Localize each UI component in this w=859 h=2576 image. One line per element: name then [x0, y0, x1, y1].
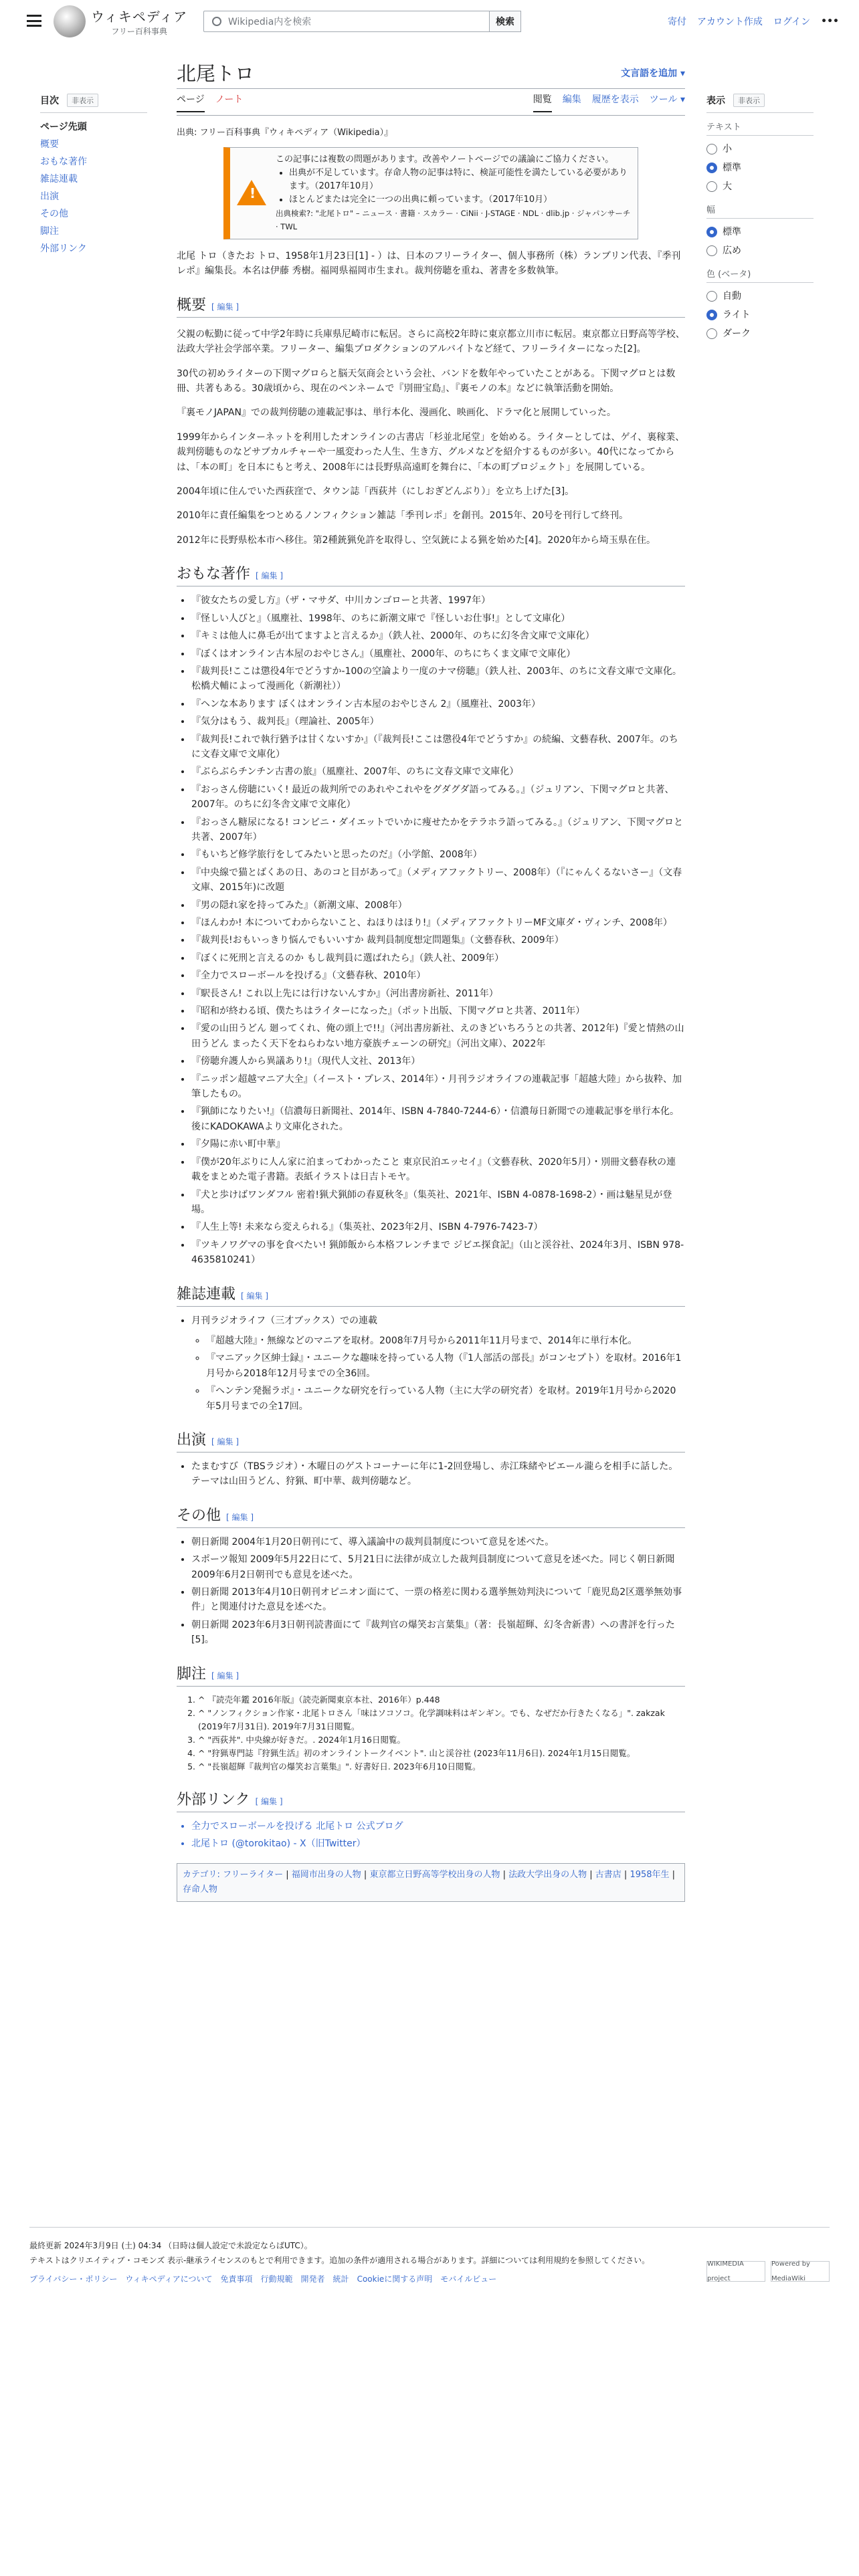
tab-history[interactable]: 履歴を表示: [591, 94, 639, 105]
text-size-label: テキスト: [706, 120, 814, 136]
list-item: • 『全力でスローボールを投げる』（文藝春秋、2010年）: [191, 968, 685, 983]
footer-link[interactable]: 統計: [332, 2274, 349, 2284]
footer-link[interactable]: Cookieに関する声明: [357, 2274, 433, 2284]
serial-list: [191, 1313, 685, 1414]
toc-item[interactable]: 脚注: [40, 226, 59, 237]
external-links-list: [191, 1819, 685, 1852]
color-light[interactable]: ライト: [706, 306, 814, 324]
edit-link[interactable]: [ 編集 ]: [211, 302, 240, 312]
color-dark[interactable]: ダーク: [706, 324, 814, 343]
list-item: • 『裁判長!これで執行猶予は甘くないすか』（『裁判長!ここは懲役4年でどうすか』の続編、文藝春秋、2007年。のちに文春文庫で文庫化）: [191, 732, 685, 762]
list-item: • 『裁判長!おもいっきり悩んでもいいすか 裁判員制度想定問題集』（文藝春秋、2009年）: [191, 933, 685, 948]
logo-title: ウィキペディア: [91, 9, 188, 25]
text-size-small[interactable]: 小: [706, 140, 814, 158]
width-standard[interactable]: 標準: [706, 223, 814, 241]
article-content: [177, 59, 685, 1902]
edit-link[interactable]: [ 編集 ]: [226, 1512, 254, 1522]
warning-icon: !: [237, 180, 266, 207]
toc-title: 目次: [40, 96, 59, 106]
notice-item: • ほとんどまたは完全に一つの出典に頼っています。（2017年10月）: [289, 193, 631, 207]
login-link[interactable]: ログイン: [773, 17, 811, 27]
list-item: ◦ 『超越大陸』・無線などのマニアを取材。2008年7月号から2011年11月号まで、2014年に単行本化。: [206, 1333, 685, 1348]
list-item: • 『ツキノワグマの事を食べたい! 猟師飯から本格フレンチまで ジビエ探食記』（山と渓谷社、2024年3月、ISBN 978-4635810241）: [191, 1238, 685, 1268]
tab-read[interactable]: 閲覧: [533, 92, 552, 112]
references-list: [198, 1693, 685, 1774]
text-size-large[interactable]: 大: [706, 177, 814, 196]
page-tabs: [177, 89, 685, 116]
list-item: • 『人生上等! 未来なら変えられる』（集英社、2023年2月、ISBN 4-7976-7423-7）: [191, 1220, 685, 1235]
section-heading-other: その他 [ 編集 ]: [177, 1504, 685, 1528]
edit-link[interactable]: [ 編集 ]: [211, 1671, 240, 1681]
section-heading-appear: 出演 [ 編集 ]: [177, 1428, 685, 1453]
site-footer: [29, 2227, 830, 2286]
category-label[interactable]: カテゴリ:: [183, 1870, 220, 1881]
category-link[interactable]: 存命人物: [183, 1885, 218, 1895]
list-item: • 『ヘンな本あります ぼくはオンライン古本屋のおやじさん 2』（風塵社、2003年）: [191, 697, 685, 712]
footer-link[interactable]: モバイルビュー: [440, 2274, 497, 2284]
add-languages-button[interactable]: 文言語を追加 ▾: [621, 68, 685, 79]
list-item: • 『おっさん糖尿になる! コンビニ・ダイエットでいかに痩せたかをテラホラ語ってみる。』（ジュリアン、下関マグロと共著、2007年）: [191, 815, 685, 845]
external-link[interactable]: • 全力でスローボールを投げる 北尾トロ 公式ブログ: [191, 1819, 685, 1834]
reference-item[interactable]: 5. ^ "長嶺超輝『裁判官の爆笑お言葉集』". 好書好日. 2023年6月10日閲覧。: [198, 1760, 685, 1774]
notice-item: • 出典が不足しています。存命人物の記事は特に、検証可能性を満たしている必要があります。（2017年10月）: [289, 167, 631, 193]
category-link[interactable]: 東京都立日野高等学校出身の人物: [369, 1870, 500, 1881]
toc-item[interactable]: 雑誌連載: [40, 174, 78, 185]
section-heading-notes: 脚注 [ 編集 ]: [177, 1662, 685, 1687]
edit-link[interactable]: [ 編集 ]: [241, 1291, 269, 1301]
lead-paragraph: 北尾 トロ（きたお トロ、1958年1月23日[1] - ）は、日本のフリーライター、個人事務所（株）ランブリン代表、『季刊レポ』編集長。本名は伊藤 秀樹。福岡県福岡市生まれ。裁判傍聴を重ね、著書を多数執筆。: [177, 251, 681, 277]
list-item: • 『裁判長!ここは懲役4年でどうすか-100の空論より一度のナマ傍聴』（鉄人社、2003年、のちに文春文庫で文庫化。松橋犬輔によって漫画化（新潮社））: [191, 664, 685, 694]
paragraph: 2004年頃に住んでいた西荻窪で、タウン誌「西荻丼（にしおぎどんぶり）」を立ち上げた[3]。: [177, 486, 575, 498]
list-item: • 『もいちど修学旅行をしてみたいと思ったのだ』（小学館、2008年）: [191, 847, 685, 862]
list-item: • 『怪しい人びと』（風塵社、1998年、のちに新潮文庫で『怪しいお仕事!』として文庫化）: [191, 611, 685, 626]
footer-link[interactable]: プライバシー・ポリシー: [29, 2274, 118, 2284]
list-item: • 『ニッポン超越マニア大全』（イースト・プレス、2014年）・月刊ラジオライフの連載記事「超越大陸」から抜粋、加筆したもの。: [191, 1072, 685, 1102]
edit-link[interactable]: [ 編集 ]: [255, 1796, 283, 1806]
list-item: • 『おっさん傍聴にいく! 最近の裁判所でのあれやこれやをグダグダ語ってみる。』（ジュリアン、下関マグロと共著、2007年。のちに幻冬舎文庫で文庫化）: [191, 782, 685, 813]
wikipedia-globe-icon: [54, 5, 86, 37]
paragraph: 2010年に責任編集をつとめるノンフィクション雑誌「季刊レポ」を創刊。2015年、20号を刊行して終刊。: [177, 510, 629, 522]
page-title-row: [177, 59, 685, 89]
license-text: テキストはクリエイティブ・コモンズ 表示-継承ライセンスのもとで利用できます。追加の条件が適用される場合があります。詳細については利用規約を参照してください。: [29, 2256, 650, 2265]
list-item: • スポーツ報知 2009年5月22日にて、5月21日に法律が成立した裁判員制度について意見を述べた。同じく朝日新聞 2009年6月2日朝刊でも意見を述べた。: [191, 1552, 685, 1582]
category-link[interactable]: 福岡市出身の人物: [291, 1870, 361, 1881]
reference-item[interactable]: 2. ^ "ノンフィクション作家・北尾トロさん「味はソコソコ。化学調味料はギンギン。でも、なぜだか行きたくなる」". zakzak (2019年7月31日). 2019年7月31日閲覧。: [198, 1707, 685, 1733]
list-item: • 『昭和が終わる頃、僕たちはライターになった』（ポット出版、下関マグロと共著、2011年）: [191, 1004, 685, 1018]
footer-link[interactable]: 免責事項: [220, 2274, 253, 2284]
tab-tools[interactable]: ツール ▾: [649, 94, 685, 105]
tab-talk[interactable]: ノート: [215, 94, 244, 105]
list-item: • 『駅長さん! これ以上先には行けないんすか』（河出書房新社、2011年）: [191, 986, 685, 1001]
list-item: • 『中央線で猫とばくあの日、あのコと目があって』（メディアファクトリー、2008年）（『にゃんくるないさー』（文春文庫、2015年)に改題: [191, 865, 685, 895]
table-of-contents: [40, 94, 147, 257]
site-logo[interactable]: [54, 5, 187, 37]
search-button[interactable]: 検索: [489, 11, 521, 32]
toc-item[interactable]: 出演: [40, 191, 59, 202]
color-auto[interactable]: 自動: [706, 287, 814, 306]
list-item: • 『愛の山田うどん 廻ってくれ、俺の頭上で!!』（河出書房新社、えのきどいちろうとの共著、2012年)『愛と情熱の山田うどん まったく天下をねらわない地方豪族チェーンの研究』（河出文庫）、2022年: [191, 1021, 685, 1051]
paragraph: 父親の転勤に従って中学2年時に兵庫県尼崎市に転居。さらに高校2年時に東京都立川市に転居。東京都立日野高等学校、法政大学社会学部卒業。フリーター、編集プロダクションのアルバイトなど経て、フリーライターになった[2]。: [177, 328, 685, 355]
appearance-hide-button[interactable]: 非表示: [733, 94, 765, 107]
tab-page[interactable]: ページ: [177, 92, 205, 112]
color-label: 色 (ベータ): [706, 267, 814, 283]
search-icon: [212, 17, 221, 26]
list-item: • 『男の隠れ家を持ってみた』（新潮文庫、2008年）: [191, 898, 685, 913]
reference-item[interactable]: 3. ^ "西荻丼". 中央線が好きだ。. 2024年1月16日閲覧。: [198, 1733, 685, 1747]
toc-item[interactable]: その他: [40, 209, 68, 219]
from-line: 出典: フリー百科事典『ウィキペディア（Wikipedia）』: [177, 128, 393, 138]
toc-item[interactable]: おもな著作: [40, 156, 87, 167]
works-list: [191, 593, 685, 1267]
list-item: 月刊ラジオライフ（三才ブックス）での連載: [191, 1315, 378, 1326]
paragraph: 『裏モノJAPAN』での裁判傍聴の連載記事は、単行本化、漫画化、映画化、ドラマ化と展開していった。: [177, 407, 616, 419]
toc-item-top[interactable]: ページ先頭: [40, 122, 87, 132]
footer-link[interactable]: ウィキペディアについて: [125, 2274, 213, 2284]
list-item: • 朝日新聞 2004年1月20日朝刊にて、導入議論中の裁判員制度について意見を述べた。: [191, 1535, 685, 1549]
list-item: • 『彼女たちの愛し方』（ザ・マサダ、中川カンゴローと共著、1997年）: [191, 593, 685, 608]
create-account-link[interactable]: アカウント作成: [696, 17, 763, 27]
section-heading-serial: 雑誌連載 [ 編集 ]: [177, 1283, 685, 1307]
donate-link[interactable]: 寄付: [667, 17, 686, 27]
list-item: • 『傍聴弁護人から異議あり!』（現代人文社、2013年）: [191, 1054, 685, 1069]
footer-link[interactable]: 開発者: [300, 2274, 325, 2284]
list-item: • 『ぼくはオンライン古本屋のおやじさん』（風塵社、2000年、のちにちくま文庫で文庫化）: [191, 647, 685, 661]
text-size-standard[interactable]: 標準: [706, 158, 814, 177]
section-heading-overview: 概要 [ 編集 ]: [177, 294, 685, 318]
list-item: • 『気分はもう、裁判長』（理論社、2005年）: [191, 714, 685, 729]
reference-item[interactable]: 1. ^ 『読売年鑑 2016年版』（読売新聞東京本社、2016年）p.448: [198, 1693, 685, 1707]
paragraph: 1999年からインターネットを利用したオンラインの古書店「杉並北尾堂」を始める。ライターとしては、ゲイ、裏稼業、裁判傍聴ものなどサブカルチャーや一風変わった人生、生き方、グルメなどを紹介するものが多い。40代になってからは、「本の町」を日本にもと考え、2008年には長野県高遠町を舞台に、「本の町プロジェクト」を展開している。: [177, 431, 685, 473]
section-heading-extlinks: 外部リンク [ 編集 ]: [177, 1788, 685, 1812]
list-item: • 朝日新聞 2023年6月3日朝刊読書面にて『裁判官の爆笑お言葉集』（著：長嶺超輝、幻冬舎新書）への書評を行った[5]。: [191, 1618, 685, 1648]
category-link[interactable]: フリーライター: [223, 1870, 284, 1881]
wikimedia-badge[interactable]: WIKIMEDIA project: [706, 2261, 765, 2282]
list-item: • 朝日新聞 2013年4月10日朝刊オピニオン面にて、一票の格差に関わる選挙無効判決について「鹿児島2区選挙無効事件」と関連付けた意見を述べた。: [191, 1585, 685, 1615]
list-item: • たまむすび（TBSラジオ）・木曜日のゲストコーナーに年に1-2回登場し、赤江珠緒やピエール瀧らを相手に話した。テーマは山田うどん、狩猟、町中華、裁判傍聴など。: [191, 1459, 685, 1489]
list-item: ◦ 『ヘンテン発掘ラボ』・ユニークな研究を行っている人物（主に大学の研究者）を取材。2019年1月号から2020年5月号までの全17回。: [206, 1384, 685, 1414]
category-link[interactable]: 法政大学出身の人物: [508, 1870, 587, 1881]
list-item: • 『僕が20年ぶりに人ん家に泊まってわかったこと 東京民泊エッセイ』（文藝春秋、2020年5月）・別冊文藝春秋の連載をまとめた電子書籍。表紙イラストは日吉トモヤ。: [191, 1155, 685, 1185]
section-heading-works: おもな著作 [ 編集 ]: [177, 562, 685, 586]
list-item: • 『犬と歩けばワンダフル 密着!猟犬猟師の春夏秋冬』（集英社、2021年、ISBN 4-0878-1698-2）・画は魅星見が登場。: [191, 1188, 685, 1218]
source-search-line[interactable]: 出典検索?: "北尾トロ" – ニュース · 書籍 · スカラー · CiNii · J-STAGE · NDL · dlib.jp · ジャパンサーチ · TWL: [276, 209, 631, 231]
tab-edit[interactable]: 編集: [562, 94, 581, 105]
toc-item[interactable]: 概要: [40, 139, 59, 150]
category-link[interactable]: 1958年生: [630, 1870, 670, 1881]
width-wide[interactable]: 広め: [706, 241, 814, 260]
toc-hide-button[interactable]: 非表示: [67, 94, 98, 107]
user-links: [668, 15, 839, 28]
category-link[interactable]: 古書店: [595, 1870, 622, 1881]
logo-subtitle: フリー百科事典: [111, 27, 167, 36]
list-item: • 『ほんわか! 本についてわからないこと、ねほりはほり!』（メディアファクトリーMF文庫ダ・ヴィンチ、2008年）: [191, 916, 685, 930]
toc-item[interactable]: 外部リンク: [40, 243, 87, 254]
paragraph: 2012年に長野県松本市へ移住。第2種銃猟免許を取得し、空気銃による猟を始めた[4]。2020年から埼玉県在住。: [177, 534, 656, 546]
last-updated: 最終更新 2024年3月9日 (土) 04:34 （日時は個人設定で未設定ならばUTC）。: [29, 2241, 312, 2250]
list-item: ◦ 『マニアック区紳士録』・ユニークな趣味を持っている人物（『1人部活の部長』がコンセプト）を取材。2016年1月号から2018年12月号までの全36回。: [206, 1351, 685, 1381]
list-item: • 『ぼくに死刑と言えるのか もし裁判員に選ばれたら』（鉄人社、2009年）: [191, 951, 685, 966]
list-item: • 『猟師になりたい!』（信濃毎日新聞社、2014年、ISBN 4-7840-7244-6）・信濃毎日新聞での連載記事を単行本化。後にKADOKAWAより文庫化された。: [191, 1104, 685, 1134]
site-header: [0, 0, 859, 43]
menu-icon[interactable]: [27, 15, 41, 27]
footer-link[interactable]: 行動規範: [260, 2274, 293, 2284]
mediawiki-badge[interactable]: Powered by MediaWiki: [771, 2261, 830, 2282]
edit-link[interactable]: [ 編集 ]: [256, 571, 284, 581]
external-link[interactable]: • 北尾トロ (@torokitao) - X（旧Twitter）: [191, 1836, 685, 1851]
issues-notice: [223, 147, 638, 239]
other-list: [191, 1535, 685, 1648]
category-box: カテゴリ: フリーライター | 福岡市出身の人物 | 東京都立日野高等学校出身の人物 | 法政大学出身の人物 | 古書店 | 1958年生 | 存命人物: [177, 1863, 685, 1902]
search-placeholder: Wikipedia内を検索: [228, 17, 312, 27]
edit-link[interactable]: [ 編集 ]: [211, 1436, 240, 1446]
notice-intro: この記事には複数の問題があります。改善やノートページでの議論にご協力ください。: [276, 154, 614, 165]
reference-item[interactable]: 4. ^ "狩猟専門誌『狩猟生活』初のオンライントークイベント". 山と渓谷社 (2023年11月6日). 2024年1月15日閲覧。: [198, 1747, 685, 1760]
search-input[interactable]: [203, 11, 500, 32]
page-title: 北尾トロ: [177, 62, 255, 85]
appearance-title: 表示: [706, 96, 725, 106]
width-label: 幅: [706, 203, 814, 219]
list-item: • 『キミは他人に鼻毛が出てますよと言えるか』（鉄人社、2000年、のちに幻冬舎文庫で文庫化）: [191, 629, 685, 643]
more-icon[interactable]: •••: [821, 16, 839, 27]
list-item: • 『夕陽に赤い町中華』: [191, 1137, 685, 1152]
list-item: • 『ぶらぶらチンチン古書の旅』（風塵社、2007年、のちに文春文庫で文庫化）: [191, 764, 685, 779]
appearance-panel: [706, 94, 814, 343]
paragraph: 30代の初めライターの下関マグロらと脳天気商会という会社、バンドを数年やっていたことがある。下関マグロとは数冊、共著もある。30歳頃から、現在のペンネームで『別冊宝島』、『裏モノの本』などに執筆活動を開始。: [177, 368, 676, 395]
